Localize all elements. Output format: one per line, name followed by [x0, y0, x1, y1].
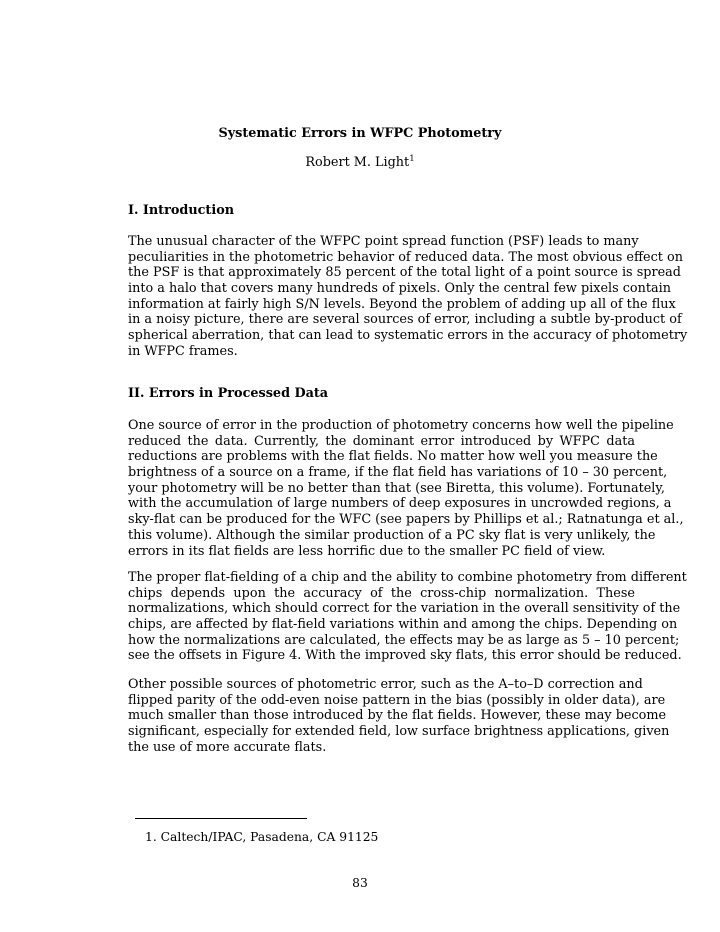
text-line: into a halo that covers many hundreds of pixels. Only the central few pixels contain — [128, 281, 671, 297]
text-line: with the accumulation of large numbers of deep exposures in uncrowded regions, a — [128, 496, 672, 512]
text-line: chips depends upon the accuracy of the cross-chip normalization. These — [128, 585, 635, 601]
text-line: in WFPC frames. — [128, 343, 238, 359]
section-heading-introduction: I. Introduction — [128, 203, 235, 218]
page-number: 83 — [352, 876, 368, 890]
footnote: 1. Caltech/IPAC, Pasadena, CA 91125 — [145, 830, 379, 844]
text-line: see the offsets in Figure 4. With the improved sky flats, this error should be reduced. — [128, 648, 682, 664]
text-line: normalizations, which should correct for the variation in the overall sensitivity of the — [128, 601, 681, 617]
text-line: significant, especially for extended field, low surface brightness applications, given — [128, 724, 670, 740]
text-line: the PSF is that approximately 85 percent of the total light of a point source is spread — [128, 265, 681, 281]
text-line: One source of error in the production of photometry concerns how well the pipeline — [128, 418, 674, 433]
text-line: errors in its flat fields are less horrific due to the smaller PC field of view. — [128, 543, 606, 559]
paper-title: Systematic Errors in WFPC Photometry — [218, 126, 502, 141]
paragraph-errors-3 — [128, 677, 670, 755]
text-line: Other possible sources of photometric error, such as the A–to–D correction and — [128, 677, 643, 692]
text-line: The unusual character of the WFPC point spread function (PSF) leads to many — [128, 234, 639, 249]
text-line: this volume). Although the similar production of a PC sky flat is very unlikely, the — [128, 527, 656, 543]
text-line: how the normalizations are calculated, the effects may be as large as 5 – 10 percent; — [128, 632, 680, 648]
text-line: spherical aberration, that can lead to systematic errors in the accuracy of photometry — [128, 328, 688, 344]
author-name: Robert M. Light — [305, 155, 410, 170]
text-line: in a noisy picture, there are several sources of error, including a subtle by-product of — [128, 312, 682, 328]
author-footnote-mark: 1 — [409, 154, 415, 164]
paragraph-introduction-1 — [128, 234, 688, 360]
footnote-divider — [135, 818, 307, 819]
text-line: reductions are problems with the flat fields. No matter how well you measure the — [128, 449, 658, 465]
paragraph-errors-1 — [128, 418, 684, 559]
text-line: sky-flat can be produced for the WFC (see papers by Phillips et al.; Ratnatunga et al., — [128, 512, 684, 528]
text-line: reduced the data. Currently, the dominant error introduced by WFPC data — [128, 433, 635, 449]
text-line: peculiarities in the photometric behavior of reduced data. The most obvious effect on — [128, 249, 683, 265]
text-line: the use of more accurate flats. — [128, 739, 327, 755]
text-line: brightness of a source on a frame, if the flat field has variations of 10 – 30 percent, — [128, 465, 668, 481]
text-line: much smaller than those introduced by the flat fields. However, these may become — [128, 708, 667, 724]
paragraph-errors-2 — [128, 570, 687, 664]
author-line — [0, 153, 720, 173]
text-line: your photometry will be no better than that (see Biretta, this volume). Fortunately, — [128, 480, 666, 496]
text-line: The proper flat-fielding of a chip and the ability to combine photometry from different — [128, 570, 687, 585]
text-line: chips, are affected by flat-field variations within and among the chips. Depending on — [128, 617, 678, 633]
text-line: flipped parity of the odd-even noise pattern in the bias (possibly in older data), are — [128, 692, 666, 708]
section-heading-errors-in-processed-data: II. Errors in Processed Data — [128, 386, 329, 401]
text-line: information at fairly high S/N levels. Beyond the problem of adding up all of the flux — [128, 296, 676, 312]
